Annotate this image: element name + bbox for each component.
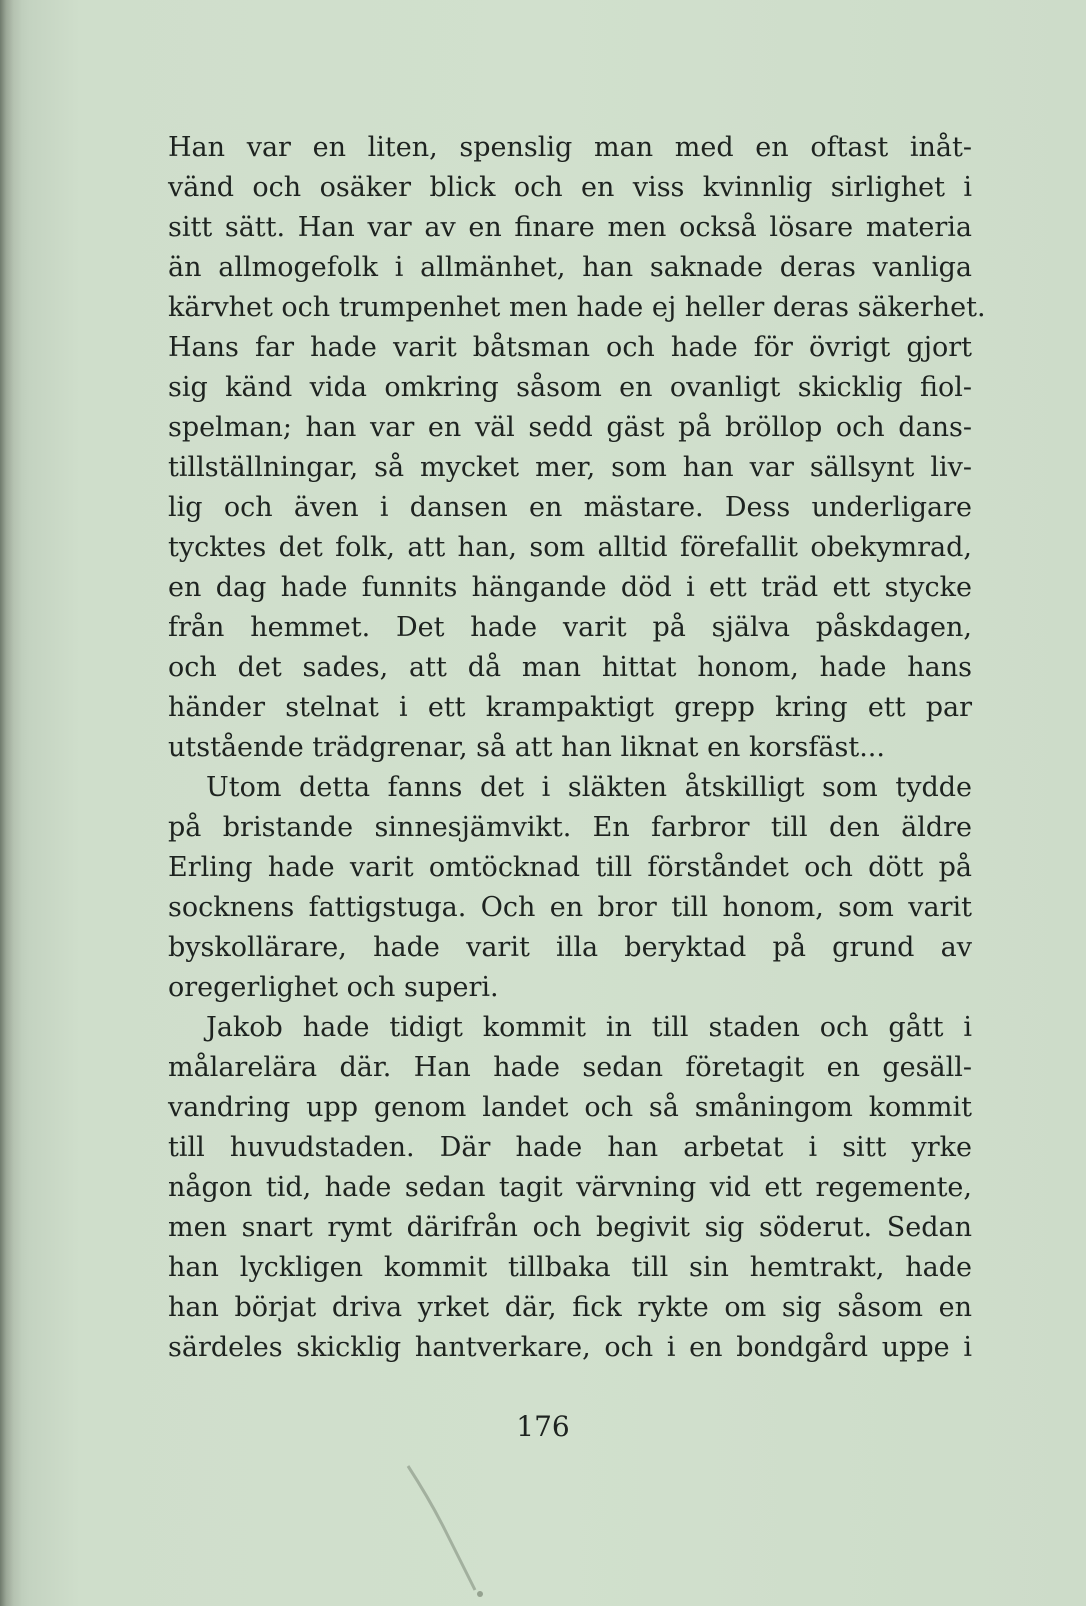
text-line: kärvhet och trumpenhet men hade ej heller deras säkerhet. <box>168 292 986 323</box>
text-line: sitt sätt. Han var av en finare men också lösare materia <box>168 212 972 243</box>
text-line: och det sades, att då man hittat honom, hade hans <box>168 652 972 683</box>
text-line: någon tid, hade sedan tagit värvning vid ett regemente, <box>168 1172 972 1203</box>
text-line: vänd och osäker blick och en viss kvinnlig sirlighet i <box>168 172 972 203</box>
text-line: Hans far hade varit båtsman och hade för övrigt gjort <box>168 332 972 363</box>
book-spine-shadow <box>0 0 22 1606</box>
body-text <box>168 128 986 1368</box>
page-number: 176 <box>516 1410 570 1443</box>
text-line: målarelära där. Han hade sedan företagit en gesäll- <box>168 1052 972 1083</box>
text-line: tycktes det folk, att han, som alltid förefallit obekymrad, <box>168 532 972 563</box>
text-line: vandring upp genom landet och så småningom kommit <box>168 1092 972 1123</box>
text-line: tillställningar, så mycket mer, som han var sällsynt liv- <box>168 452 972 483</box>
paragraph-start-line: Jakob hade tidigt kommit in till staden och gått i <box>206 1012 972 1043</box>
text-line: byskollärare, hade varit illa beryktad på grund av <box>168 932 972 963</box>
text-line: sig känd vida omkring såsom en ovanligt skicklig fiol- <box>168 372 972 403</box>
text-line: till huvudstaden. Där hade han arbetat i sitt yrke <box>168 1132 972 1163</box>
paragraph-start-line: Utom detta fanns det i släkten åtskilligt som tydde <box>206 772 972 803</box>
text-line: på bristande sinnesjämvikt. En farbror till den äldre <box>168 812 972 843</box>
text-line: lig och även i dansen en mästare. Dess underligare <box>168 492 972 523</box>
text-line: händer stelnat i ett krampaktigt grepp kring ett par <box>168 692 972 723</box>
text-line: särdeles skicklig hantverkare, och i en bondgård uppe i <box>168 1332 972 1363</box>
text-line: från hemmet. Det hade varit på själva påskdagen, <box>168 612 972 643</box>
ink-smudge-mark <box>400 1460 510 1600</box>
text-line: socknens fattigstuga. Och en bror till honom, som varit <box>168 892 972 923</box>
text-line: men snart rymt därifrån och begivit sig söderut. Sedan <box>168 1212 972 1243</box>
text-line: han lyckligen kommit tillbaka till sin hemtrakt, hade <box>168 1252 972 1283</box>
text-line: utstående trädgrenar, så att han liknat en korsfäst... <box>168 732 885 763</box>
text-line: oregerlighet och superi. <box>168 972 499 1003</box>
text-line: än allmogefolk i allmänhet, han saknade deras vanliga <box>168 252 972 283</box>
text-line: spelman; han var en väl sedd gäst på bröllop och dans- <box>168 412 972 443</box>
text-line: Han var en liten, spenslig man med en oftast inåt- <box>168 132 972 163</box>
text-line: Erling hade varit omtöcknad till förståndet och dött på <box>168 852 972 883</box>
text-line: han börjat driva yrket där, fick rykte om sig såsom en <box>168 1292 972 1323</box>
text-line: en dag hade funnits hängande död i ett träd ett stycke <box>168 572 972 603</box>
